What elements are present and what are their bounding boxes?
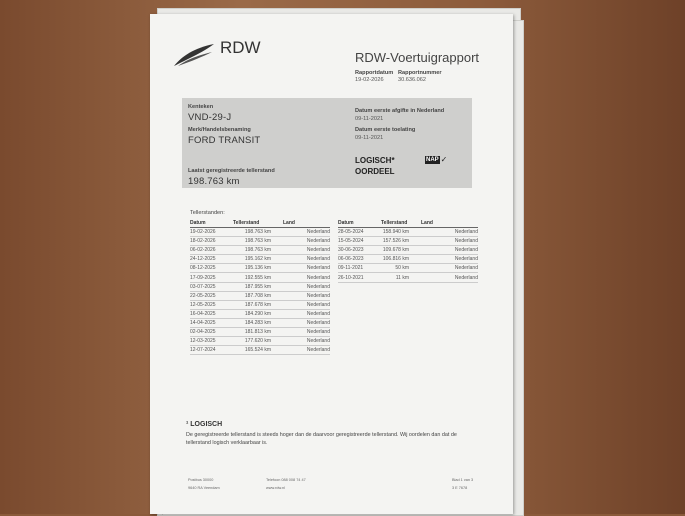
table-row xyxy=(338,237,478,246)
reading-country: Nederland xyxy=(283,318,330,327)
table-row xyxy=(190,237,330,246)
reading-date: 22-05-2025 xyxy=(190,291,233,300)
table-row xyxy=(190,246,330,255)
reading-country: Nederland xyxy=(283,282,330,291)
reading-date: 03-07-2025 xyxy=(190,282,233,291)
readings-table-left xyxy=(190,219,330,355)
reading-country: Nederland xyxy=(283,228,330,237)
reading-odometer: 187.678 km xyxy=(233,300,283,309)
reading-date: 26-10-2021 xyxy=(338,273,381,282)
report-page xyxy=(150,14,513,514)
table-row xyxy=(190,309,330,318)
nap-badge xyxy=(425,155,447,164)
reading-odometer: 184.283 km xyxy=(233,318,283,327)
reading-odometer: 198.763 km xyxy=(233,246,283,255)
header-date: Datum xyxy=(190,219,233,228)
reading-odometer: 157.526 km xyxy=(381,237,421,246)
reading-date: 18-02-2026 xyxy=(190,237,233,246)
table-row xyxy=(338,255,478,264)
table-row xyxy=(190,346,330,355)
footer-page-info xyxy=(452,476,473,492)
reading-date: 14-04-2025 xyxy=(190,318,233,327)
reading-country: Nederland xyxy=(283,337,330,346)
footnote-text: De geregistreerde tellerstand is steeds hoger dan de daarvoor geregistreerde tellerstand. Wij oordelen dan dat de tellerstand logisch verklaarbaar is. xyxy=(186,432,457,446)
reading-country: Nederland xyxy=(421,237,478,246)
footer-code: 3 E 7678 xyxy=(452,486,468,490)
reading-country: Nederland xyxy=(421,255,478,264)
readings-title: Tellerstanden: xyxy=(190,210,225,216)
table-row xyxy=(190,255,330,264)
reading-country: Nederland xyxy=(283,255,330,264)
reading-odometer: 187.955 km xyxy=(233,282,283,291)
odometer-value: 198.763 km xyxy=(188,176,240,187)
reading-country: Nederland xyxy=(421,228,478,237)
verdict-line-2: OORDEEL xyxy=(355,167,395,176)
reading-date: 30-06-2023 xyxy=(338,246,381,255)
reading-odometer: 198.763 km xyxy=(233,228,283,237)
reading-date: 09-11-2021 xyxy=(338,264,381,273)
table-row xyxy=(190,264,330,273)
make-value: FORD TRANSIT xyxy=(188,135,261,146)
report-number-label: Rapportnummer xyxy=(398,70,442,76)
odometer-label: Laatst geregistreerde tellerstand xyxy=(188,168,275,174)
first-admission-date: 09-11-2021 xyxy=(355,135,384,141)
reading-country: Nederland xyxy=(421,273,478,282)
reading-date: 17-09-2025 xyxy=(190,273,233,282)
check-icon: ✓ xyxy=(440,155,448,164)
table-row xyxy=(338,228,478,237)
reading-date: 16-04-2025 xyxy=(190,309,233,318)
plate-label: Kenteken xyxy=(188,104,214,110)
nl-first-date-label: Datum eerste afgifte in Nederland xyxy=(355,108,445,114)
reading-country: Nederland xyxy=(283,264,330,273)
reading-date: 12-05-2025 xyxy=(190,300,233,309)
footer-address-line-2: 9640 RA Veendam xyxy=(188,486,220,490)
reading-country: Nederland xyxy=(283,246,330,255)
report-date: 19-02-2026 xyxy=(355,77,384,83)
table-row xyxy=(190,282,330,291)
plate-value: VND-29-J xyxy=(188,112,232,123)
table-row xyxy=(190,337,330,346)
reading-odometer: 106.816 km xyxy=(381,255,421,264)
reading-date: 12-07-2024 xyxy=(190,346,233,355)
header-date: Datum xyxy=(338,219,381,228)
footer-contact xyxy=(266,476,306,492)
footer-phone: Telefoon 088 008 74 47 xyxy=(266,478,306,482)
first-admission-label: Datum eerste toelating xyxy=(355,127,416,133)
reading-date: 06-06-2023 xyxy=(338,255,381,264)
footer-page-number: Blad 1 van 3 xyxy=(452,478,474,482)
reading-country: Nederland xyxy=(283,328,330,337)
reading-odometer: 50 km xyxy=(381,264,421,273)
reading-odometer: 187.708 km xyxy=(233,291,283,300)
table-row xyxy=(190,318,330,327)
report-title: RDW-Voertuigrapport xyxy=(355,50,480,65)
table-row xyxy=(190,273,330,282)
reading-date: 08-12-2025 xyxy=(190,264,233,273)
footer-address-line-1: Postbus 30000 xyxy=(188,478,214,482)
reading-country: Nederland xyxy=(283,237,330,246)
verdict-line-1: LOGISCH* xyxy=(355,156,395,165)
header-country: Land xyxy=(421,219,478,228)
reading-odometer: 177.620 km xyxy=(233,337,283,346)
header-country: Land xyxy=(283,219,330,228)
reading-odometer: 158.940 km xyxy=(381,228,421,237)
reading-odometer: 181.813 km xyxy=(233,328,283,337)
reading-odometer: 165.524 km xyxy=(233,346,283,355)
reading-odometer: 109.678 km xyxy=(381,246,421,255)
make-label: Merk/Handelsbenaming xyxy=(188,127,251,133)
nl-first-date: 09-11-2021 xyxy=(355,116,384,122)
rdw-logo-icon xyxy=(172,42,216,68)
table-row xyxy=(338,273,478,282)
reading-date: 28-05-2024 xyxy=(338,228,381,237)
reading-odometer: 192.555 km xyxy=(233,273,283,282)
reading-date: 02-04-2025 xyxy=(190,328,233,337)
reading-date: 19-02-2026 xyxy=(190,228,233,237)
reading-odometer: 195.162 km xyxy=(233,255,283,264)
reading-country: Nederland xyxy=(283,291,330,300)
footer-address xyxy=(188,476,220,492)
table-row xyxy=(190,291,330,300)
reading-odometer: 198.763 km xyxy=(233,237,283,246)
nap-logo-text: NAP xyxy=(426,156,439,163)
table-row xyxy=(338,264,478,273)
readings-table-right xyxy=(338,219,478,283)
footnote-title: ¹ LOGISCH xyxy=(186,421,223,428)
logo-text: RDW xyxy=(220,38,261,57)
table-row xyxy=(190,228,330,237)
reading-odometer: 195.136 km xyxy=(233,264,283,273)
reading-country: Nederland xyxy=(283,346,330,355)
footer-website: www.rdw.nl xyxy=(266,486,285,490)
table-row xyxy=(338,246,478,255)
reading-date: 06-02-2026 xyxy=(190,246,233,255)
reading-odometer: 184.290 km xyxy=(233,309,283,318)
reading-date: 24-12-2025 xyxy=(190,255,233,264)
report-date-label: Rapportdatum xyxy=(355,70,394,76)
reading-country: Nederland xyxy=(283,273,330,282)
reading-date: 15-05-2024 xyxy=(338,237,381,246)
table-row xyxy=(190,300,330,309)
reading-odometer: 11 km xyxy=(381,273,421,282)
reading-country: Nederland xyxy=(421,264,478,273)
reading-date: 12-03-2025 xyxy=(190,337,233,346)
header-odometer: Tellerstand xyxy=(233,219,283,228)
reading-country: Nederland xyxy=(283,309,330,318)
report-number: 30.636.062 xyxy=(398,77,426,83)
reading-country: Nederland xyxy=(283,300,330,309)
reading-country: Nederland xyxy=(421,246,478,255)
header-odometer: Tellerstand xyxy=(381,219,421,228)
table-row xyxy=(190,328,330,337)
